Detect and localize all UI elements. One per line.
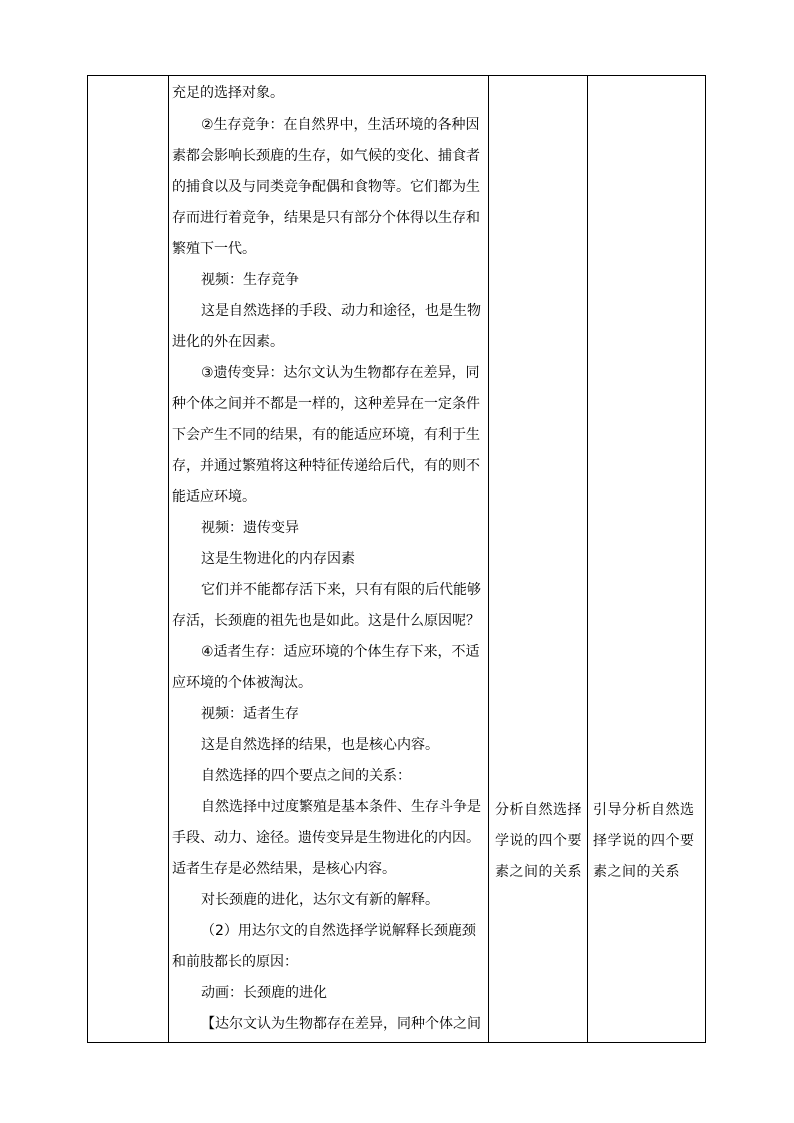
teaching-content-column — [168, 75, 488, 1043]
table-right-border — [705, 75, 706, 1043]
design-intent-line: 择学说的四个要 — [593, 833, 695, 849]
student-activity-line: 素之间的关系 — [495, 864, 582, 880]
content-line: ④适者生存：适应环境的个体生存下来，不适 — [201, 644, 480, 660]
content-line: 视频：适者生存 — [201, 706, 299, 722]
content-line: 素都会影响长颈鹿的生存，如气候的变化、捕食者 — [172, 148, 480, 164]
content-line: 繁殖下一代。 — [172, 241, 256, 257]
student-activity-line: 学说的四个要 — [495, 833, 582, 849]
content-line: 充足的选择对象。 — [172, 85, 284, 101]
content-line: （2）用达尔文的自然选择学说解释长颈鹿颈 — [201, 923, 476, 939]
design-intent-line: 引导分析自然选 — [593, 802, 695, 818]
content-line: 适者生存是必然结果，是核心内容。 — [172, 861, 396, 877]
content-line: 种个体之间并不都是一样的，这种差异在一定条件 — [172, 396, 480, 412]
column-divider-2 — [488, 75, 489, 1043]
content-line: ③遗传变异：达尔文认为生物都存在差异，同 — [201, 365, 480, 381]
content-line: 进化的外在因素。 — [172, 334, 284, 350]
content-line: 视频：遗传变异 — [201, 520, 299, 536]
content-line: 存而进行着竞争，结果是只有部分个体得以生存和 — [172, 210, 480, 226]
content-line: 对长颈鹿的进化，达尔文有新的解释。 — [201, 892, 439, 908]
content-line: 的捕食以及与同类竞争配偶和食物等。它们都为生 — [172, 179, 480, 195]
table-left-border — [87, 75, 88, 1043]
lesson-table — [87, 75, 706, 1043]
column-divider-3 — [587, 75, 588, 1043]
content-line: 这是生物进化的内存因素 — [201, 551, 355, 567]
content-line: 这是自然选择的手段、动力和途径，也是生物 — [201, 303, 481, 319]
content-line: 手段、动力、途径。遗传变异是生物进化的内因。 — [172, 830, 480, 846]
content-line: 和前肢都长的原因： — [172, 954, 298, 970]
content-line: 【达尔文认为生物都存在差异，同种个体之间 — [201, 1016, 481, 1032]
content-line: 这是自然选择的结果，也是核心内容。 — [201, 737, 439, 753]
content-line: 它们并不能都存活下来，只有有限的后代能够 — [201, 582, 481, 598]
content-line: 动画：长颈鹿的进化 — [201, 985, 327, 1001]
content-line: 自然选择中过度繁殖是基本条件、生存斗争是 — [201, 799, 481, 815]
content-line: 应环境的个体被淘汰。 — [172, 675, 312, 691]
content-line: 存活，长颈鹿的祖先也是如此。这是什么原因呢？ — [172, 613, 480, 629]
content-line: ②生存竞争：在自然界中，生活环境的各种因 — [201, 117, 480, 133]
content-line: 能适应环境。 — [172, 489, 256, 505]
content-line: 存，并通过繁殖将这种特征传递给后代，有的则不 — [172, 458, 480, 474]
student-activity-line: 分析自然选择 — [495, 802, 582, 818]
content-line: 下会产生不同的结果，有的能适应环境，有利于生 — [172, 427, 480, 443]
design-intent-line: 素之间的关系 — [593, 864, 680, 880]
content-line: 自然选择的四个要点之间的关系： — [201, 768, 411, 784]
content-line: 视频：生存竞争 — [201, 272, 299, 288]
